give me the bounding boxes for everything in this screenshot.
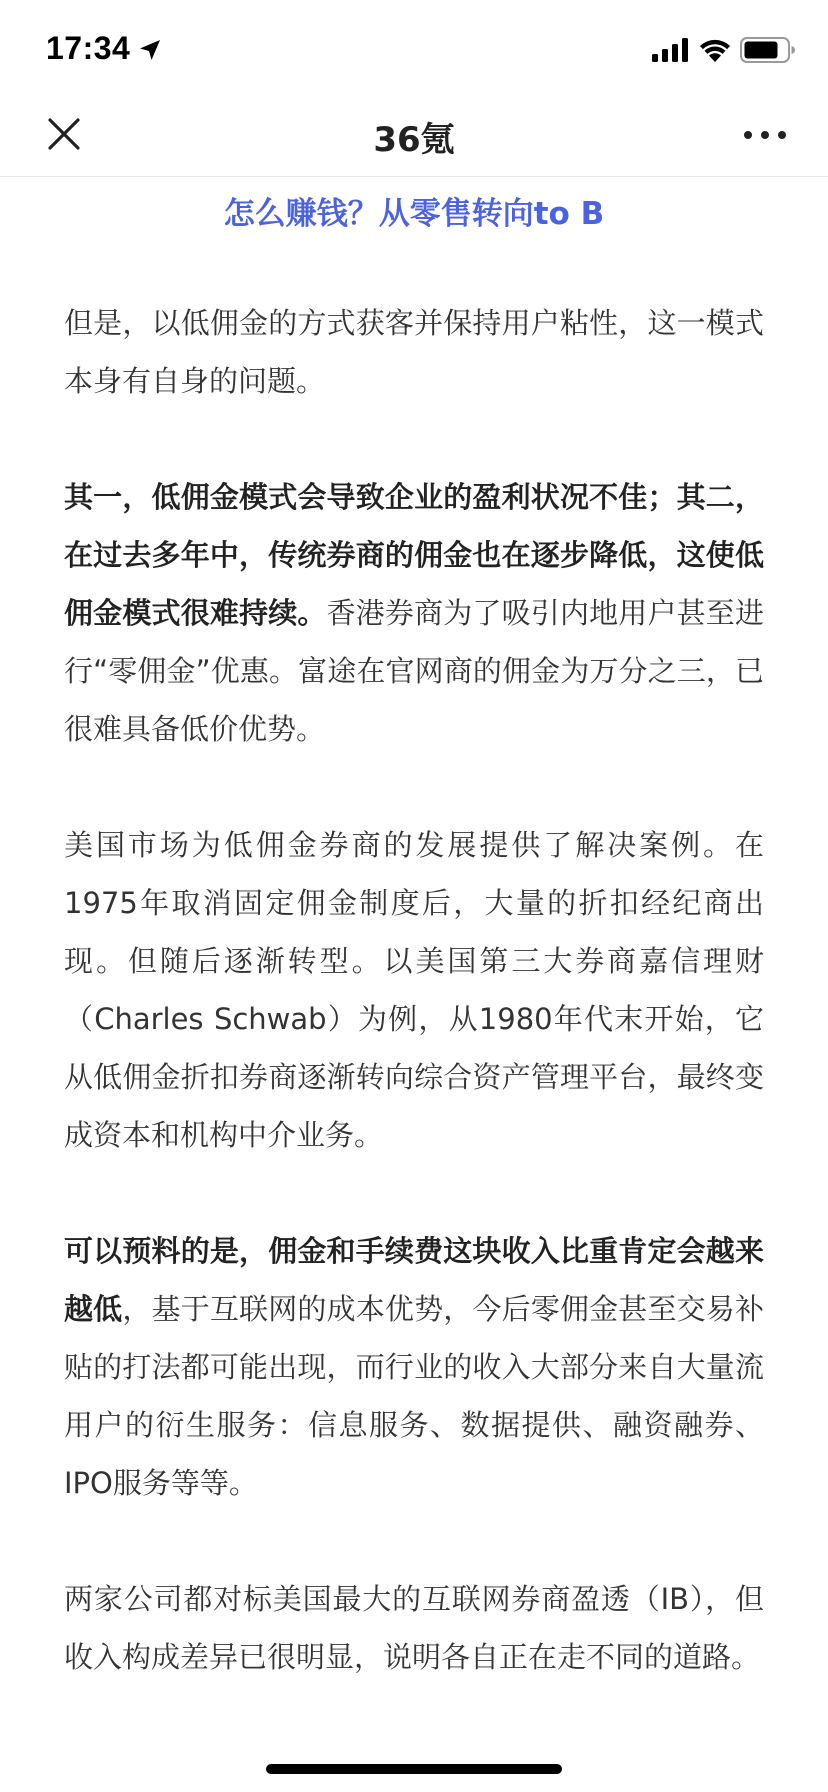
status-bar <box>0 0 828 100</box>
home-indicator[interactable] <box>266 1764 562 1774</box>
paragraph-2-bold: 其一，低佣金模式会导致企业的盈利状况不佳；其二，在过去多年中，传统券商的佣金也在逐步降低，这使低佣金模式很难持续。 <box>64 480 764 630</box>
paragraph-3: 美国市场为低佣金券商的发展提供了解决案例。在1975年取消固定佣金制度后，大量的折扣经纪商出现。但随后逐渐转型。以美国第三大券商嘉信理财（Charles Schwab）为例，从1980年代末开始，它从低佣金折扣券商逐渐转向综合资产管理平台，最终变成资本和机构中介业务。 <box>64 828 764 1152</box>
cellular-signal-icon <box>652 38 688 62</box>
page-title: 36氪 <box>373 120 455 160</box>
wifi-icon <box>698 36 732 62</box>
paragraph-2-text: 香港券商为了吸引内地用户甚至进行“零佣金”优惠。富途在官网商的佣金为万分之三，已很难具备低价优势。 <box>64 596 764 746</box>
status-time: 17:34 <box>46 30 131 66</box>
paragraph-4-bold: 可以预料的是，佣金和手续费这块收入比重肯定会越来越低 <box>64 1234 764 1326</box>
location-arrow-icon <box>138 38 162 62</box>
paragraph-4-text: ，基于互联网的成本优势，今后零佣金甚至交易补贴的打法都可能出现，而行业的收入大部分来自大量流用户的衍生服务：信息服务、数据提供、融资融券、IPO服务等等。 <box>64 1292 764 1500</box>
more-horizontal-icon[interactable] <box>740 120 790 150</box>
battery-icon <box>740 36 796 64</box>
paragraph-4 <box>64 1222 764 1512</box>
paragraph-1: 但是，以低佣金的方式获客并保持用户粘性，这一模式本身有自身的问题。 <box>64 306 764 398</box>
paragraph-2 <box>64 468 764 758</box>
nav-bar <box>0 100 828 177</box>
section-heading: 怎么赚钱？从零售转向to B <box>223 196 605 232</box>
article-body <box>64 176 764 1686</box>
paragraph-5: 两家公司都对标美国最大的互联网券商盈透（IB），但收入构成差异已很明显，说明各自正在走不同的道路。 <box>64 1582 764 1674</box>
